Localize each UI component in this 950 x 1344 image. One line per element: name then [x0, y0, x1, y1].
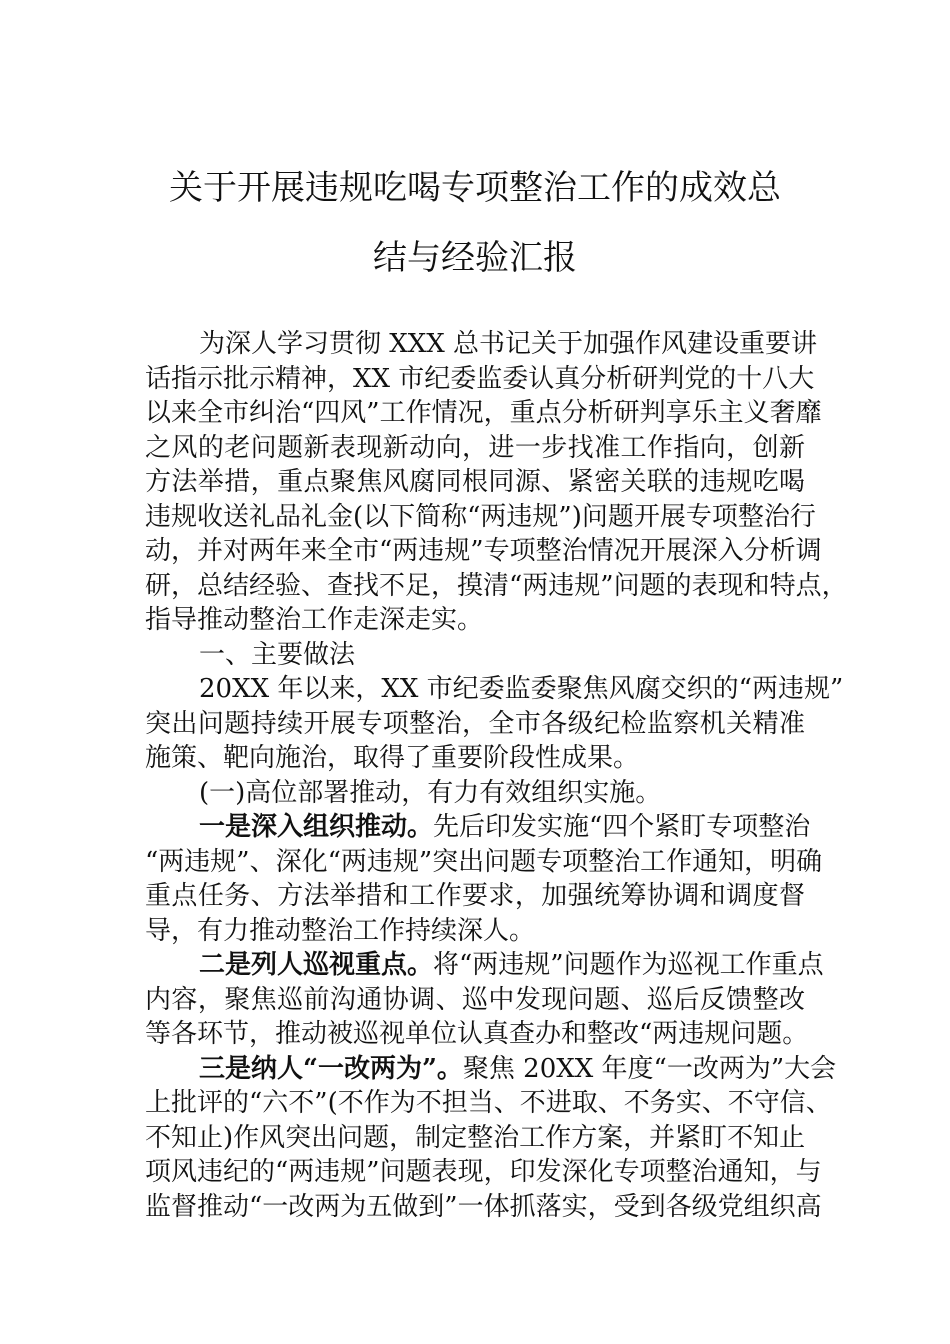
line-text: 违规收送礼品礼金(以下简称“两违规”)问题开展专项整治行 — [145, 501, 816, 532]
text-line — [145, 776, 805, 811]
paragraph — [145, 948, 824, 1052]
text-line — [145, 983, 805, 1018]
document-title-line-1: 关于开展违规吃喝专项整治工作的成效总 — [169, 168, 781, 208]
paragraph — [145, 810, 823, 948]
paragraph — [145, 1052, 837, 1225]
line-text: (一)高位部署推动，有力有效组织实施。 — [199, 777, 662, 808]
text-line — [145, 431, 805, 466]
text-line — [145, 500, 816, 535]
line-text: 将“两违规”问题作为巡视工作重点 — [433, 950, 824, 980]
text-line — [145, 362, 815, 397]
line-text: 方法举措，重点聚焦风腐同根同源、紧密关联的违规吃喝 — [145, 467, 805, 497]
text-line — [145, 948, 824, 983]
text-line — [145, 327, 818, 362]
line-text: 施策、靶向施治，取得了重要阶段性成果。 — [145, 743, 640, 773]
line-text: 突出问题持续开展专项整治，全市各级纪检监察机关精准 — [145, 708, 805, 739]
text-line — [145, 1121, 805, 1156]
line-text: 为深人学习贯彻 XXX 总书记关于加强作风建设重要讲 — [199, 329, 818, 359]
text-line — [145, 1017, 809, 1052]
line-text: 导，有力推动整治工作持续深人。 — [145, 915, 536, 946]
text-line — [145, 810, 811, 845]
bold-lead: 一是深入组织推动。 — [199, 812, 434, 842]
line-text: 话指示批示精神，XX 市纪委监委认真分析研判党的十八大 — [145, 363, 815, 394]
text-line — [145, 1190, 822, 1225]
document-title-line-2: 结与经验汇报 — [373, 238, 577, 278]
line-text: 内容，聚焦巡前沟通协调、巡中发现问题、巡后反馈整改 — [145, 984, 805, 1015]
line-text: 20XX 年以来，XX 市纪委监委聚焦风腐交织的“两违规” — [199, 674, 844, 704]
text-line — [145, 914, 805, 949]
text-line — [145, 1052, 837, 1087]
text-line — [145, 465, 805, 500]
bold-lead: 二是列人巡视重点。 — [199, 950, 434, 980]
line-text: 聚焦 20XX 年度“一改两为”大会 — [462, 1053, 837, 1084]
text-line — [145, 845, 823, 880]
line-text: 等各环节，推动被巡视单位认真查办和整改“两违规问题。 — [145, 1019, 809, 1049]
text-line — [145, 603, 805, 638]
line-text: 监督推动“一改两为五做到”一体抓落实，受到各级党组织高 — [145, 1191, 822, 1222]
text-line — [145, 741, 805, 776]
line-text: 之风的老问题新表现新动向，进一步找准工作指向，创新 — [145, 432, 805, 463]
line-text: 以来全市纠治“四风”工作情况，重点分析研判享乐主义奢靡 — [145, 398, 822, 428]
line-text: 重点任务、方法举措和工作要求，加强统筹协调和调度督 — [145, 881, 805, 911]
line-text: 先后印发实施“四个紧盯专项整治 — [433, 812, 811, 842]
text-line — [145, 1155, 822, 1190]
text-line — [145, 638, 805, 673]
paragraph — [145, 638, 805, 673]
paragraph — [145, 776, 805, 811]
bold-lead: 三是纳人“一改两为”。 — [199, 1053, 463, 1084]
line-text: “两违规”、深化“两违规”突出问题专项整治工作通知，明确 — [145, 846, 823, 877]
line-text: 上批评的“六不”(不作为不担当、不进取、不务实、不守信、 — [145, 1088, 832, 1118]
text-line — [145, 396, 822, 431]
paragraph — [145, 327, 848, 638]
line-text: 动，并对两年来全市“两违规”专项整治情况开展深入分析调 — [145, 536, 822, 566]
text-line — [145, 534, 822, 569]
text-line — [145, 569, 848, 604]
text-line — [145, 707, 805, 742]
text-line — [145, 672, 844, 707]
text-line — [145, 879, 805, 914]
line-text: 研，总结经验、查找不足，摸清“两违规”问题的表现和特点， — [145, 570, 848, 601]
paragraph — [145, 672, 844, 776]
line-text: 不知止)作风突出问题，制定整治工作方案，并紧盯不知止 — [145, 1122, 806, 1153]
line-text: 项风违纪的“两违规”问题表现，印发深化专项整治通知，与 — [145, 1157, 822, 1187]
line-text: 一、主要做法 — [199, 639, 356, 670]
document-body — [145, 327, 848, 1224]
line-text: 指导推动整治工作走深走实。 — [145, 605, 484, 635]
text-line — [145, 1086, 832, 1121]
